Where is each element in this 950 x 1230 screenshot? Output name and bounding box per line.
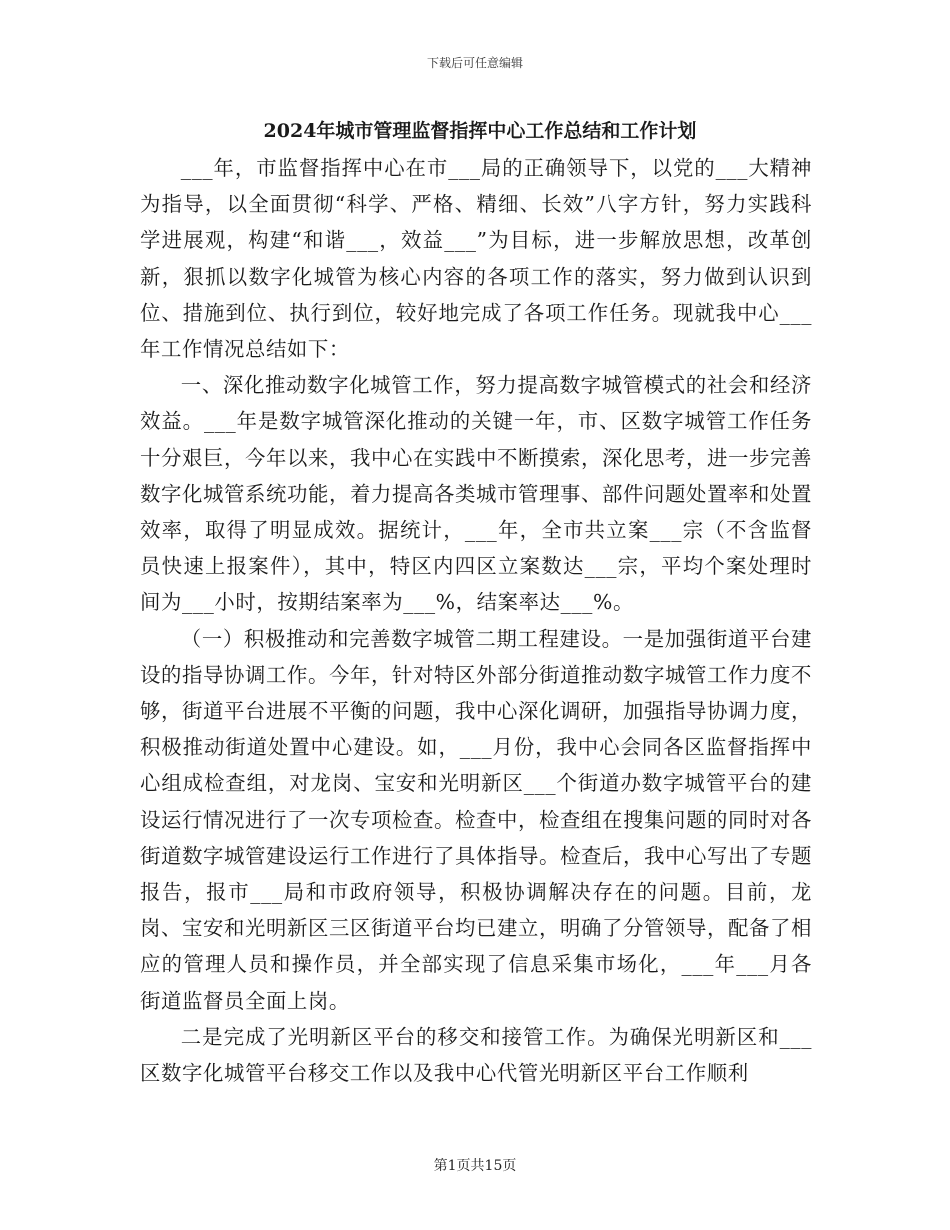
paragraph-section-one: 一、深化推动数字化城管工作，努力提高数字城管模式的社会和经济效益。___年是数字城管深化推动的关键一年，市、区数字城管工作任务十分艰巨，今年以来，我中心在实践中不断摸索，深化思考，进一步完善数字化城管系统功能，着力提高各类城市管理事、部件问题处置率和处置效率，取得了明显成效。据统计，___年，全市共立案___宗（不含监督员快速上报案件），其中，特区内四区立案数达___宗，平均个案处理时间为___小时，按期结案率为___%，结案率达___%。	[140, 373, 812, 615]
paragraph-point-two: 二是完成了光明新区平台的移交和接管工作。为确保光明新区和___区数字化城管平台移交工作以及我中心代管光明新区平台工作顺利	[140, 1024, 812, 1086]
page-number: 第1页共15页	[433, 1158, 517, 1174]
paragraph-subsection-one: （一）积极推动和完善数字城管二期工程建设。一是加强街道平台建设的指导协调工作。今年，针对特区外部分街道推动数字城管工作力度不够，街道平台进展不平衡的问题，我中心深化调研，加强指导协调力度，积极推动街道处置中心建设。如，___月份，我中心会同各区监督指挥中心组成检查组，对龙岗、宝安和光明新区___个街道办数字城管平台的建设运行情况进行了一次专项检查。检查中，检查组在搜集问题的同时对各街道数字城管建设运行工作进行了具体指导。检查后，我中心写出了专题报告，报市___局和市政府领导，积极协调解决存在的问题。目前，龙岗、宝安和光明新区三区街道平台均已建立，明确了分管领导，配备了相应的管理人员和操作员，并全部实现了信息采集市场化，___年___月各街道监督员全面上岗。	[140, 626, 812, 1013]
paragraph-intro: ___年，市监督指挥中心在市___局的正确领导下，以党的___大精神为指导，以全面贯彻“科学、严格、精细、长效”八字方针，努力实践科学进展观，构建“和谐___，效益___”为目标，进一步解放思想，改革创新，狠抓以数字化城管为核心内容的各项工作的落实，努力做到认识到位、措施到位、执行到位，较好地完成了各项工作任务。现就我中心___年工作情况总结如下：	[140, 156, 812, 362]
page-header-note: 下载后可任意编辑	[426, 56, 523, 70]
document-body	[140, 150, 812, 1091]
document-title: 2024年城市管理监督指挥中心工作总结和工作计划	[263, 120, 697, 142]
